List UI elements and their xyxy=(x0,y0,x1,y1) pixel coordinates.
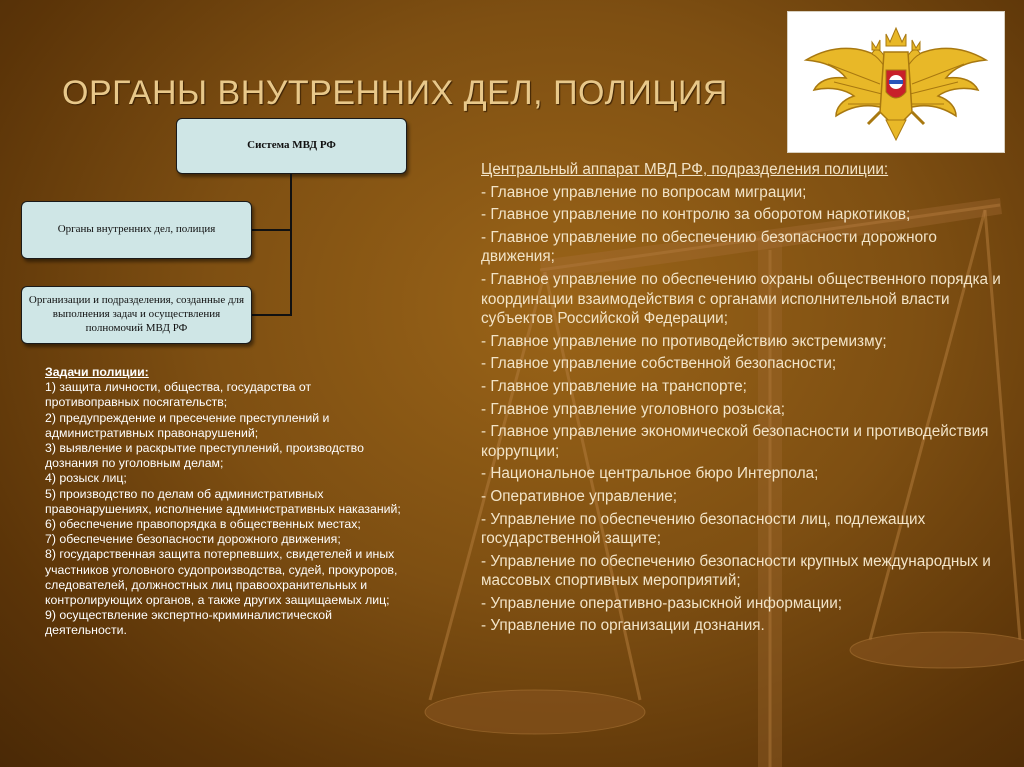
police-task-line: дознания по уголовным делам; xyxy=(45,456,224,471)
department-item: - Управление по обеспечению безопасности лиц, подлежащих государственной защите; xyxy=(481,510,926,548)
police-task-line: правонарушениях, исполнение административных наказаний; xyxy=(45,501,401,516)
org-chart-root-label: Система МВД РФ xyxy=(247,139,336,152)
police-task-line: 1) защита личности, общества, государства от xyxy=(45,380,312,395)
department-item: - Управление по организации дознания. xyxy=(481,617,765,635)
department-item: - Главное управление по обеспечению охраны общественного порядка и координации взаимодействия с органами исполнительной власти субъектов Российской Федерации; xyxy=(481,270,1001,328)
police-tasks-heading: Задачи полиции: xyxy=(45,365,149,379)
central-apparatus-heading: Центральный аппарат МВД РФ, подразделения полиции: xyxy=(481,161,889,178)
org-chart-box-organizations xyxy=(21,286,252,344)
police-task-line: 9) осуществление экспертно-криминалистической xyxy=(45,608,332,623)
police-task-line: 3) выявление и раскрытие преступлений, производство xyxy=(45,441,364,456)
org-chart-box-internal-affairs xyxy=(21,201,252,259)
police-task-line: противоправных посягательств; xyxy=(45,395,228,410)
mvd-double-headed-eagle-emblem-icon xyxy=(788,12,1004,152)
police-task-line: 6) обеспечение правопорядка в общественных местах; xyxy=(45,517,361,532)
department-item: - Главное управление уголовного розыска; xyxy=(481,400,785,418)
emblem-box xyxy=(787,11,1005,153)
department-item: - Главное управление на транспорте; xyxy=(481,377,747,395)
org-chart-box-organizations-label: Организации и подразделения, созданные для выполнения задач и осуществления полномочий МВД РФ xyxy=(28,294,245,334)
org-chart-box-internal-affairs-label: Органы внутренних дел, полиция xyxy=(57,223,216,236)
police-task-line: 2) предупреждение и пресечение преступлений и xyxy=(45,410,330,425)
department-item: - Главное управление по противодействию экстремизму; xyxy=(481,332,887,350)
department-item: - Главное управление по обеспечению безопасности дорожного движения; xyxy=(481,228,937,266)
police-task-line: следователей, должностных лиц правоохранительных и xyxy=(45,577,368,592)
department-item: - Главное управление экономической безопасности и противодействия коррупции; xyxy=(481,423,989,460)
org-chart-connector-b xyxy=(252,314,292,316)
department-item: - Главное управление собственной безопасности; xyxy=(481,355,837,373)
police-tasks xyxy=(45,365,465,639)
police-task-line: 7) обеспечение безопасности дорожного движения; xyxy=(45,532,341,547)
org-chart-connector-a xyxy=(252,229,292,231)
police-task-line: административных правонарушений; xyxy=(45,425,259,440)
department-item: - Управление оперативно-разыскной информации; xyxy=(481,594,842,612)
police-task-line: 5) производство по делам об административных xyxy=(45,486,324,501)
police-tasks-list xyxy=(45,380,465,638)
police-task-line: деятельности. xyxy=(45,623,127,638)
org-chart-root-box xyxy=(176,118,407,174)
police-task-line: 8) государственная защита потерпевших, свидетелей и иных xyxy=(45,547,395,562)
org-chart-vertical-connector xyxy=(290,174,292,315)
department-item: - Управление по обеспечению безопасности крупных международных и массовых спортивных мероприятий; xyxy=(481,552,991,590)
department-item: - Оперативное управление; xyxy=(481,487,678,505)
department-item: - Национальное центральное бюро Интерпола; xyxy=(481,465,819,483)
department-item: - Главное управление по контролю за оборотом наркотиков; xyxy=(481,206,911,224)
central-apparatus-list xyxy=(481,183,1001,636)
department-item: - Главное управление по вопросам миграции; xyxy=(481,183,807,201)
police-task-line: участников уголовного судопроизводства, судей, прокуроров, xyxy=(45,562,398,577)
police-task-line: контролирующих органов, а также других защищаемых лиц; xyxy=(45,593,390,608)
central-apparatus xyxy=(481,160,1001,636)
police-task-line: 4) розыск лиц; xyxy=(45,471,127,486)
slide-title: ОРГАНЫ ВНУТРЕННИХ ДЕЛ, ПОЛИЦИЯ xyxy=(62,74,728,112)
